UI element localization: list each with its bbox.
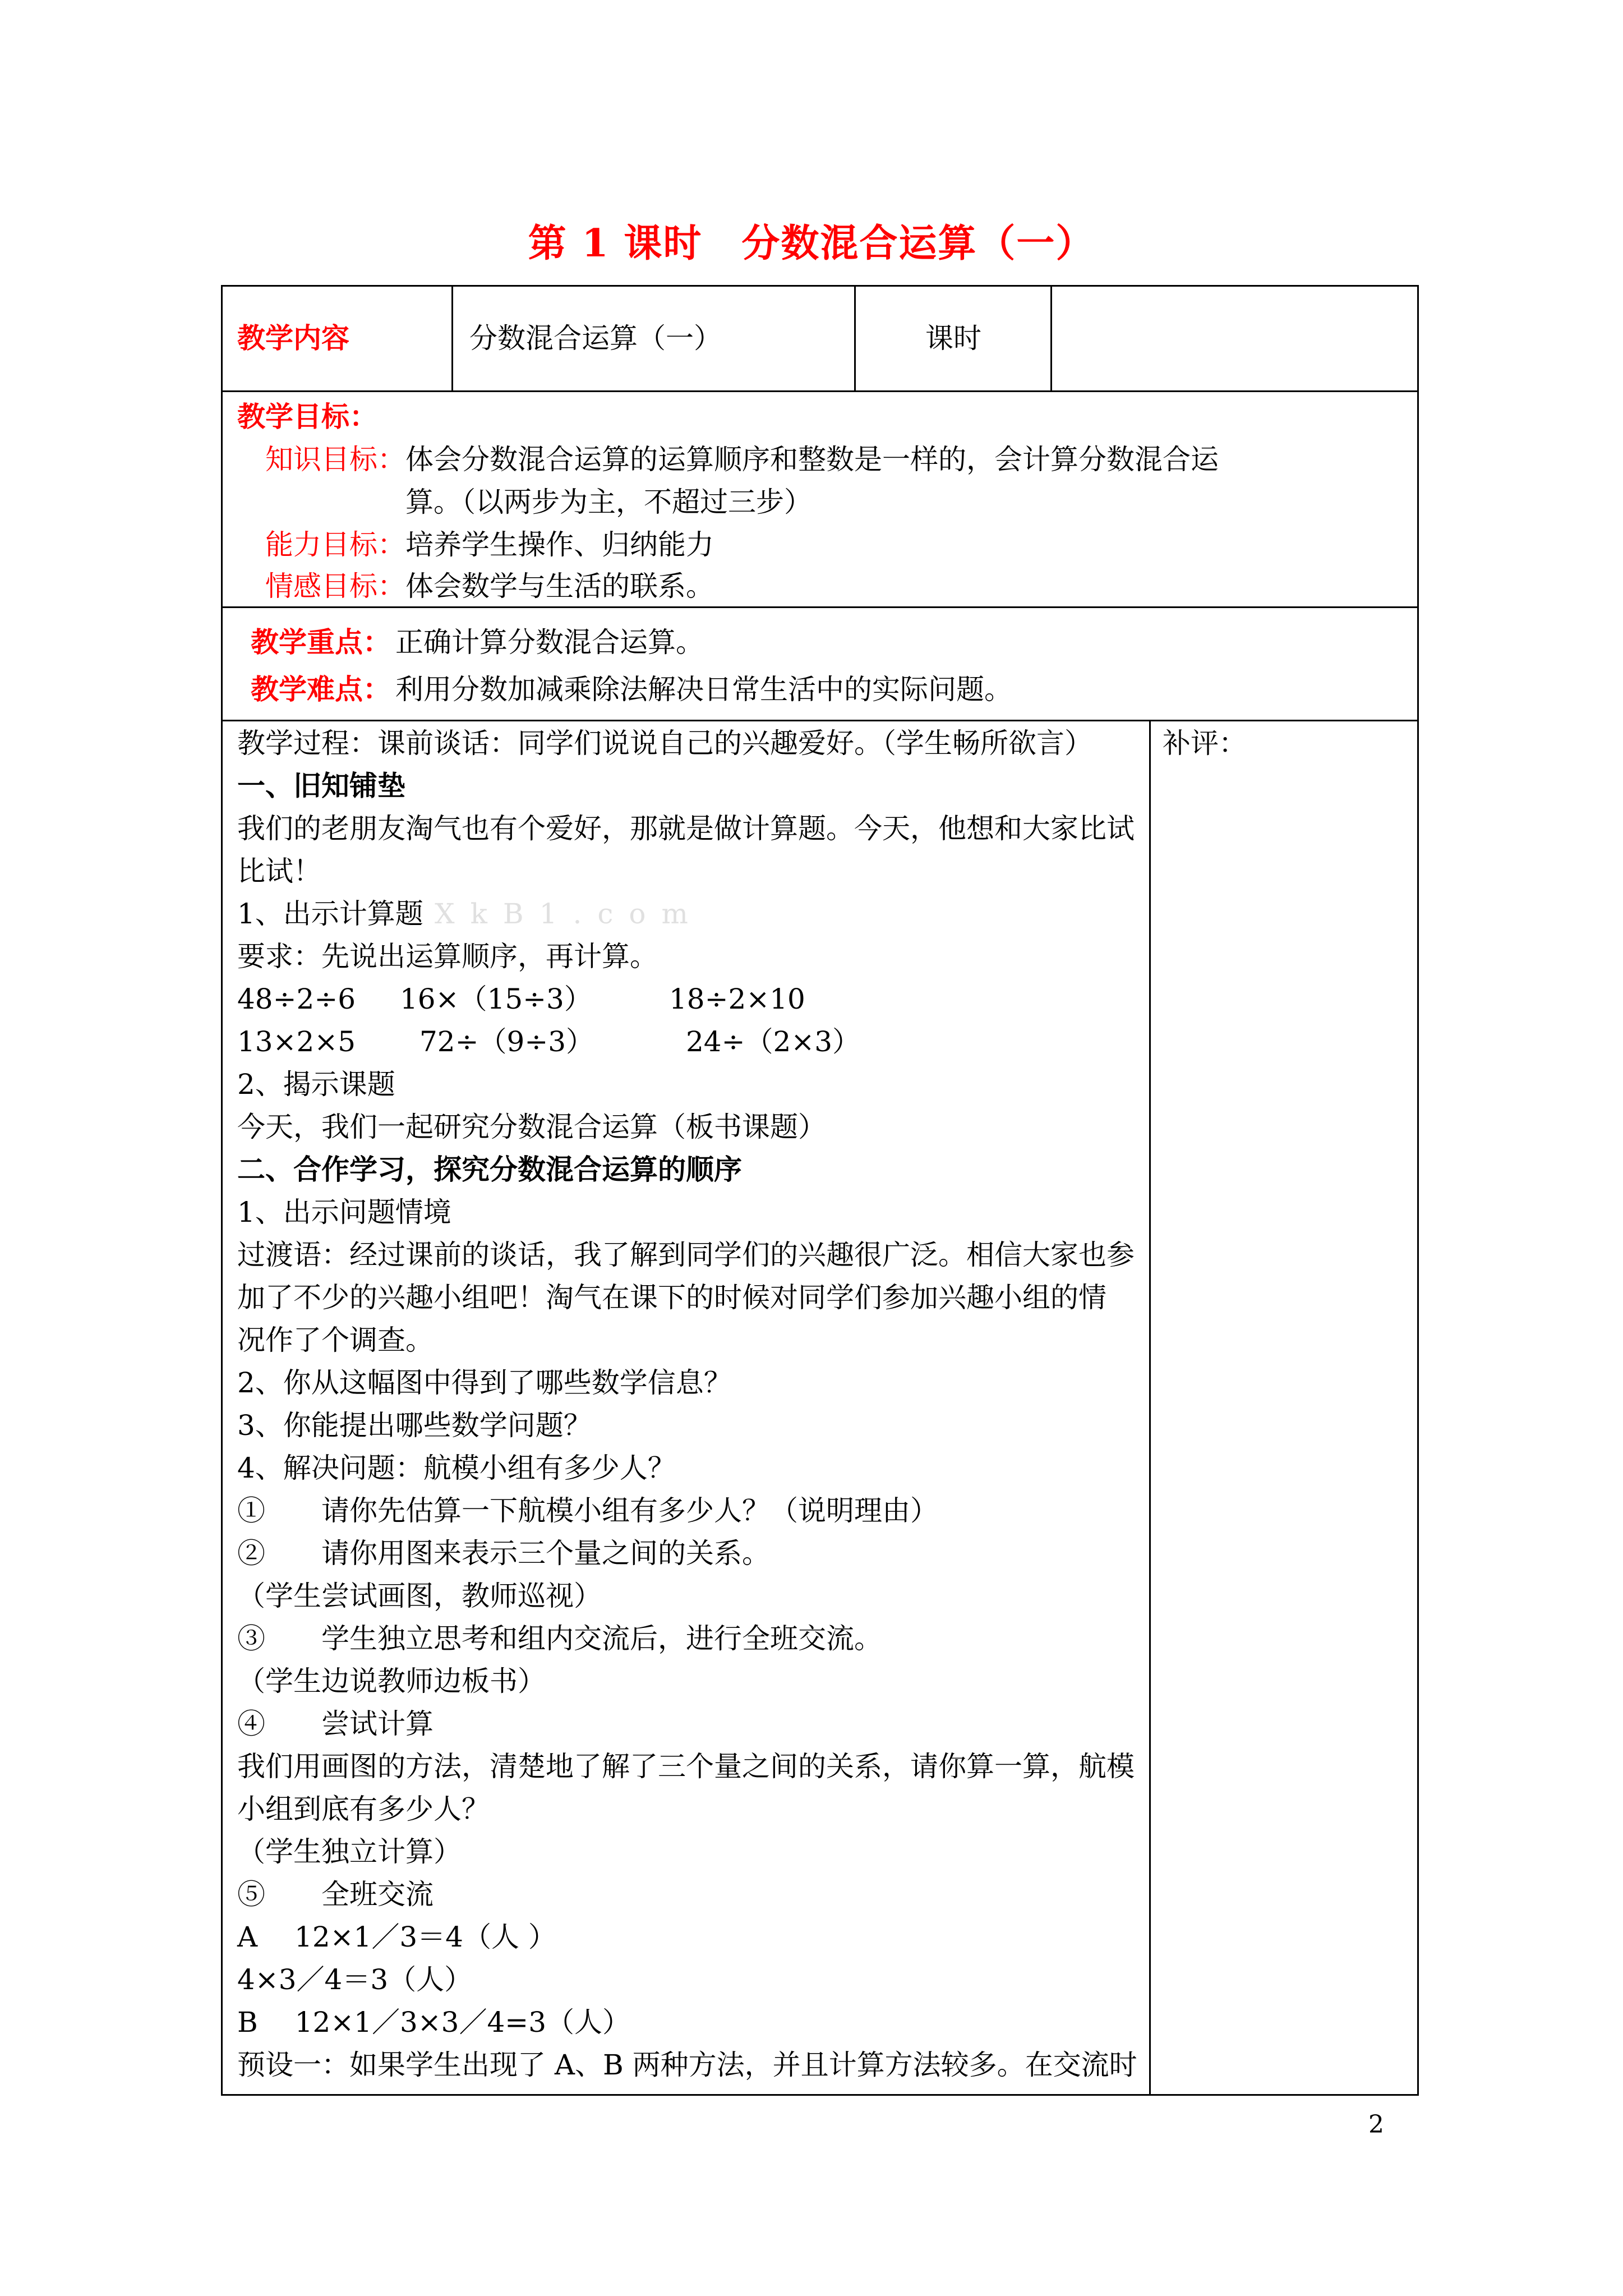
- process-line: ④ 尝试计算: [237, 1708, 434, 1740]
- page-title: [0, 213, 1623, 268]
- process-line: 1、出示计算题: [237, 898, 423, 930]
- calc-item: 48÷2÷6: [237, 983, 356, 1015]
- process-line: 1、出示问题情境: [237, 1196, 451, 1228]
- col-divider-1: [451, 287, 453, 390]
- ability-text: 培养学生操作、归纳能力: [405, 528, 714, 561]
- lesson-table: [221, 285, 1419, 2096]
- process-line: 2、揭示课题: [237, 1068, 395, 1101]
- col-divider-2: [854, 287, 856, 390]
- title-lesson: 第 1 课时: [528, 221, 703, 266]
- watermark: XkB1.com: [435, 898, 704, 930]
- process-line: 教学过程：课前谈话：同学们说说自己的兴趣爱好。（学生畅所欲言）: [237, 727, 1092, 760]
- process-line: ② 请你用图来表示三个量之间的关系。: [237, 1537, 770, 1570]
- process-line: ⑤ 全班交流: [237, 1878, 434, 1911]
- calc-item: 24÷（2×3）: [686, 1025, 861, 1058]
- objectives-heading: 教学目标：: [237, 400, 377, 433]
- focus-label: 教学重点：: [251, 625, 391, 659]
- supplement-label: 补评：: [1163, 727, 1247, 760]
- period-label: 课时: [925, 322, 981, 355]
- calc-item: 72÷（9÷3）: [419, 1025, 594, 1058]
- process-line: （学生边说教师边板书）: [237, 1665, 546, 1697]
- process-line: 要求：先说出运算顺序，再计算。: [237, 940, 658, 973]
- process-line: A 12×1／3＝4（人 ）: [237, 1921, 556, 1953]
- row-divider-keypoints: [223, 720, 1417, 721]
- row-divider-header: [223, 390, 1417, 392]
- section-heading: 二、合作学习，探究分数混合运算的顺序: [237, 1153, 742, 1186]
- process-line: （学生独立计算）: [237, 1835, 462, 1868]
- focus-text: 正确计算分数混合运算。: [395, 626, 704, 659]
- calc-row-2: [237, 1020, 860, 1063]
- knowledge-label: 知识目标：: [265, 443, 405, 476]
- process-line: B 12×1／3×3／4=3（人）: [237, 2006, 631, 2039]
- knowledge-text-1: 体会分数混合运算的运算顺序和整数是一样的，会计算分数混合运: [405, 443, 1219, 476]
- process-line: （学生尝试画图，教师巡视）: [237, 1580, 602, 1612]
- ability-label: 能力目标：: [265, 528, 405, 561]
- content-value: 分数混合运算（一）: [469, 322, 722, 355]
- emotion-label: 情感目标：: [265, 570, 405, 602]
- process-line: 今天，我们一起研究分数混合运算（板书课题）: [237, 1111, 826, 1143]
- process-line: ③ 学生独立思考和组内交流后，进行全班交流。: [237, 1622, 882, 1655]
- section-heading: 一、旧知铺垫: [237, 769, 405, 802]
- process-line: 预设一：如果学生出现了 A、B 两种方法，并且计算方法较多。在交流时: [237, 2049, 1137, 2081]
- process-line: 况作了个调查。: [237, 1324, 434, 1356]
- col-divider-3: [1050, 287, 1052, 390]
- emotion-text: 体会数学与生活的联系。: [405, 570, 714, 602]
- process-line: 3、你能提出哪些数学问题？: [237, 1409, 592, 1442]
- process-line: ① 请你先估算一下航模小组有多少人？（说明理由）: [237, 1494, 938, 1527]
- content-label: 教学内容: [237, 321, 349, 355]
- calc-item: 18÷2×10: [669, 983, 805, 1015]
- process-line: 我们的老朋友淘气也有个爱好，那就是做计算题。今天，他想和大家比试: [237, 812, 1135, 845]
- knowledge-text-2: 算。（以两步为主，不超过三步）: [405, 486, 812, 518]
- page-number: 2: [1368, 2110, 1384, 2139]
- process-line: 小组到底有多少人？: [237, 1793, 490, 1825]
- title-topic: 分数混合运算（一）: [741, 221, 1095, 266]
- process-line: 2、你从这幅图中得到了哪些数学信息？: [237, 1366, 732, 1399]
- process-line: 我们用画图的方法，清楚地了解了三个量之间的关系，请你算一算，航模: [237, 1750, 1135, 1783]
- process-line: 4×3／4＝3（人）: [237, 1963, 473, 1996]
- process-line: 比试！: [237, 855, 321, 887]
- difficulty-text: 利用分数加减乘除法解决日常生活中的实际问题。: [395, 673, 1012, 706]
- calc-item: 13×2×5: [237, 1025, 356, 1058]
- calc-row-1: [237, 978, 805, 1020]
- calc-item: 16×（15÷3）: [400, 983, 592, 1015]
- col-divider-supplement: [1149, 720, 1151, 2096]
- process-line: 过渡语：经过课前的谈话，我了解到同学们的兴趣很广泛。相信大家也参: [237, 1239, 1135, 1271]
- difficulty-label: 教学难点：: [251, 673, 391, 706]
- process-line: 加了不少的兴趣小组吧！淘气在课下的时候对同学们参加兴趣小组的情: [237, 1281, 1106, 1314]
- process-line: 4、解决问题：航模小组有多少人？: [237, 1452, 676, 1484]
